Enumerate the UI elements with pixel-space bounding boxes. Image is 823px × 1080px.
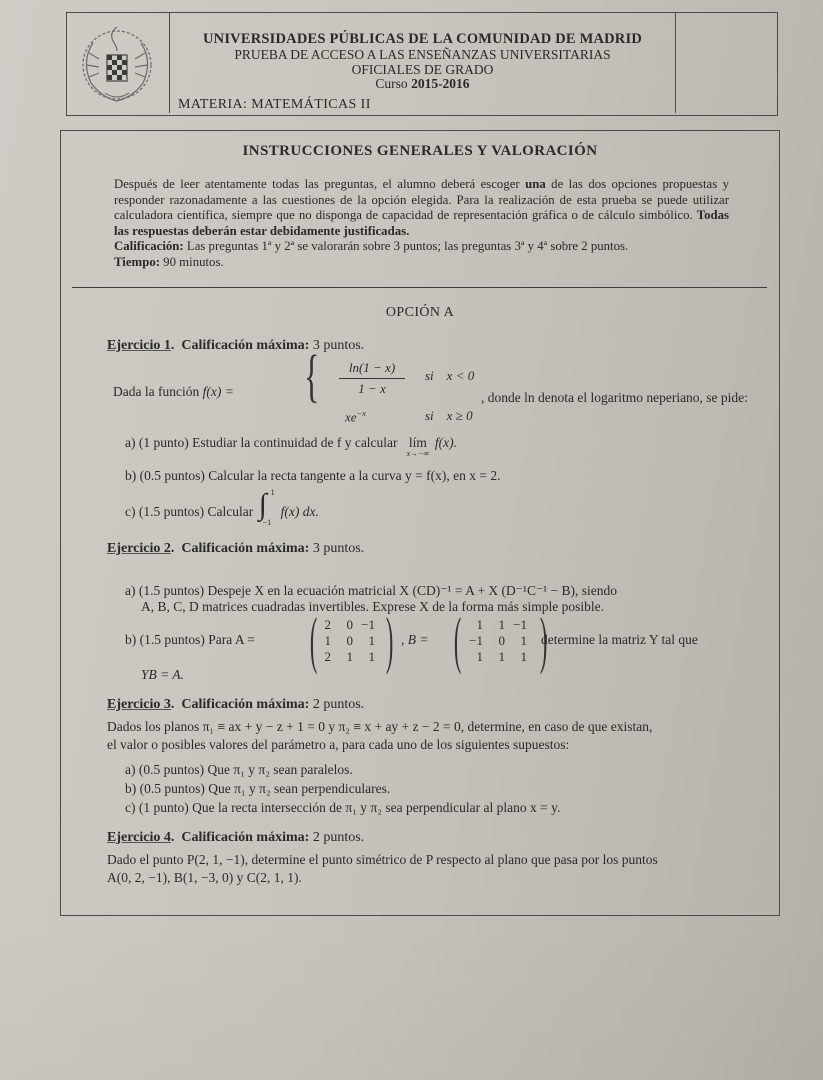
matrix-B-cell-2-0: 1: [476, 649, 483, 664]
ex2-a-text: (1.5 puntos) Despeje X en la ecuación matricial X (CD)⁻¹ = A + X (D⁻¹C⁻¹ − B), siendo: [138, 583, 618, 598]
ex1-a-label: a): [125, 435, 136, 450]
ex1-case2-expr: [345, 408, 366, 425]
instr-text-2: de las dos opciones propuestas y responder razonadamente a las cuestiones de la opción elegida. Para la realización de esta prueba se puede utilizar calculadora científica, siempre que no disponga de capacidad de representación gráfica o de cálculo simbólico.: [114, 177, 730, 222]
integral-sign: ∫ 1 −1: [258, 488, 275, 527]
ex2-b-text: (1.5 puntos) Para A =: [139, 632, 255, 647]
ex2-b-line2: YB = A.: [141, 667, 184, 682]
header-line-3: OFICIALES DE GRADO: [351, 62, 494, 77]
exercise-4-points: 2 puntos.: [312, 830, 365, 845]
exercise-1-points: 3 puntos.: [312, 338, 365, 353]
ex3-a-label: a): [125, 762, 136, 777]
exercise-2-heading: Ejercicio 2. Calificación máxima: 3 puntos.: [107, 541, 365, 556]
exercise-3-points: 2 puntos.: [312, 697, 365, 712]
ex1-tail: , donde ln denota el logaritmo neperiano, se pide:: [481, 390, 748, 405]
ex2-b-label: b): [125, 632, 137, 647]
instr-bold-1: una: [525, 177, 546, 191]
ex1-case1-fraction: [339, 360, 405, 397]
int-upper: 1: [270, 488, 275, 497]
exercise-2-title: Ejercicio 2: [107, 541, 171, 556]
matrix-A-cell-1-1: 0: [346, 633, 353, 648]
exercise-1-heading: Ejercicio 1. Calificación máxima: 3 puntos.: [107, 338, 365, 353]
exercise-1-max: Calificación máxima:: [181, 338, 310, 353]
ex2-part-a: [125, 583, 617, 599]
matrix-A-left-paren: (: [309, 604, 318, 675]
ex1-part-b: [125, 468, 500, 484]
ex2-a-label: a): [125, 583, 136, 598]
matrix-A-cell-1-2: 1: [368, 633, 375, 648]
exercise-1-title: Ejercicio 1: [107, 338, 171, 353]
course-years: 2015-2016: [411, 76, 470, 91]
exercise-3-max: Calificación máxima:: [181, 697, 310, 712]
ex2-part-b: [125, 632, 255, 648]
exam-body: [60, 130, 780, 916]
ex3-c-text: (1 punto) Que la recta intersección de π₁ y π₂ sea perpendicular al plano x = y.: [138, 800, 561, 815]
matrix-A-cell-0-1: 0: [346, 617, 353, 632]
ex3-intro-1: Dados los planos π₁ ≡ ax + y − z + 1 = 0 y π₂ ≡ x + ay + z − 2 = 0, determine, en caso de que existan,: [107, 719, 653, 734]
course-label: Curso: [375, 76, 408, 91]
exercise-3-heading: Ejercicio 3. Calificación máxima: 2 puntos.: [107, 697, 365, 712]
ex4-intro-1: Dado el punto P(2, 1, −1), determine el punto simétrico de P respecto al plano que pasa por los puntos: [107, 852, 658, 867]
matrix-B-cell-1-1: 0: [498, 633, 505, 648]
ex1-fx: f(x) =: [202, 384, 234, 399]
matrix-A-cell-2-0: 2: [324, 649, 331, 664]
ex3-part-a: [125, 762, 353, 778]
matrix-B-right-paren: ): [539, 604, 548, 675]
time-label: Tiempo:: [114, 254, 160, 269]
ex3-b-label: b): [125, 781, 137, 796]
grading-label: Calificación:: [114, 239, 184, 253]
university-crest-icon: [67, 13, 167, 113]
instructions-text: [114, 177, 729, 270]
ex2-part-a-line2: A, B, C, D matrices cuadradas invertibles. Exprese X de la forma más simple posible.: [141, 599, 605, 614]
ex1-part-c: [125, 488, 319, 527]
separator-line: [72, 287, 767, 288]
matrix-B-grid: [461, 617, 527, 665]
matrix-A-grid: [309, 617, 375, 665]
ex1-intro-text: Dada la función: [113, 384, 200, 399]
matrix-B-left-paren: (: [453, 604, 462, 675]
ex1-case2-base: xe: [345, 409, 357, 425]
ex1-a-text: (1 punto) Estudiar la continuidad de f y calcular: [138, 435, 398, 450]
ex3-c-label: c): [125, 800, 136, 815]
matrix-B-cell-0-0: 1: [476, 617, 483, 632]
ex3-part-c: [125, 800, 560, 816]
header-title-cell: [170, 13, 675, 113]
ex1-c-after: f(x) dx.: [280, 504, 319, 519]
matrix-A: [303, 604, 403, 675]
ex1-part-a: [125, 435, 458, 458]
ex1-intro: [113, 384, 234, 400]
ex1-case1-num: ln(1 − x): [339, 360, 405, 379]
ex1-case1-den: 1 − x: [358, 381, 386, 396]
matrix-B-cell-1-2: 1: [520, 633, 527, 648]
grading-text: Las preguntas 1ª y 2ª se valorarán sobre 3 puntos; las preguntas 3ª y 4ª sobre 2 puntos.: [183, 239, 629, 253]
ex1-a-after: f(x).: [434, 435, 458, 450]
ex3-part-b: [125, 781, 390, 797]
ex1-b-label: b): [125, 468, 137, 483]
matrix-B-cell-1-0: −1: [469, 633, 483, 648]
instructions-title: INSTRUCCIONES GENERALES Y VALORACIÓN: [242, 143, 598, 159]
ex1-case2-exp: −x: [356, 408, 367, 418]
subject: MATERIA: MATEMÁTICAS II: [178, 97, 371, 112]
instr-bold-2: Todas las respuestas deberán estar debidamente justificadas.: [114, 208, 729, 238]
ex1-b-text: (0.5 puntos) Calcular la recta tangente a la curva y = f(x), en x = 2.: [139, 468, 501, 483]
ex1-c-label: c): [125, 504, 136, 519]
ex1-case2-cond: si x ≥ 0: [425, 408, 473, 423]
exercise-2-max: Calificación máxima:: [181, 541, 310, 556]
lim-sub: x→−∞: [406, 449, 430, 458]
ex1-a-limit: [401, 435, 435, 458]
ex2-b-after: determine la matriz Y tal que: [541, 632, 698, 647]
matrix-A-cell-0-0: 2: [324, 617, 331, 632]
lim-word: lím: [408, 435, 427, 450]
matrix-B-cell-0-2: −1: [513, 617, 527, 632]
exercise-4-title: Ejercicio 4: [107, 830, 171, 845]
course: [170, 76, 675, 92]
piecewise-brace: {: [304, 343, 320, 408]
matrix-A-cell-2-2: 1: [368, 649, 375, 664]
page-bottom-blank: [0, 920, 823, 1080]
ex3-b-text: (0.5 puntos) Que π₁ y π₂ sean perpendiculares.: [139, 781, 391, 796]
exam-header: [66, 12, 778, 116]
ex3-a-text: (0.5 puntos) Que π₁ y π₂ sean paralelos.: [138, 762, 353, 777]
int-lower: −1: [262, 518, 272, 527]
matrix-A-cell-1-0: 1: [324, 633, 331, 648]
matrix-A-right-paren: ): [385, 604, 394, 675]
instr-text-1: Después de leer atentamente todas las preguntas, el alumno deberá escoger: [114, 177, 526, 191]
matrix-B-cell-2-1: 1: [498, 649, 505, 664]
exercise-4-heading: Ejercicio 4. Calificación máxima: 2 puntos.: [107, 830, 365, 845]
ex1-c-text: (1.5 puntos) Calcular: [138, 504, 254, 519]
matrix-A-cell-2-1: 1: [346, 649, 353, 664]
matrix-A-cell-0-2: −1: [361, 617, 375, 632]
logo-cell: [67, 13, 170, 113]
matrix-B-cell-0-1: 1: [498, 617, 505, 632]
ex4-intro-2: A(0, 2, −1), B(1, −3, 0) y C(2, 1, 1).: [107, 870, 302, 885]
ex3-intro-2: el valor o posibles valores del parámetro a, para cada uno de los siguientes supuestos:: [107, 737, 570, 752]
header-line-1: UNIVERSIDADES PÚBLICAS DE LA COMUNIDAD DE MADRID: [202, 31, 642, 47]
ex2-b-mid: , B =: [401, 632, 429, 647]
header-line-2: PRUEBA DE ACCESO A LAS ENSEÑANZAS UNIVERSITARIAS: [234, 47, 611, 62]
matrix-B-cell-2-2: 1: [520, 649, 527, 664]
exercise-4-max: Calificación máxima:: [181, 830, 310, 845]
ex1-case1-cond: si x < 0: [425, 368, 475, 383]
exercise-3-title: Ejercicio 3: [107, 697, 171, 712]
blank-cell: [675, 13, 778, 113]
time-text: 90 minutos.: [159, 254, 224, 269]
option-title: OPCIÓN A: [385, 305, 455, 320]
exercise-2-points: 3 puntos.: [312, 541, 365, 556]
